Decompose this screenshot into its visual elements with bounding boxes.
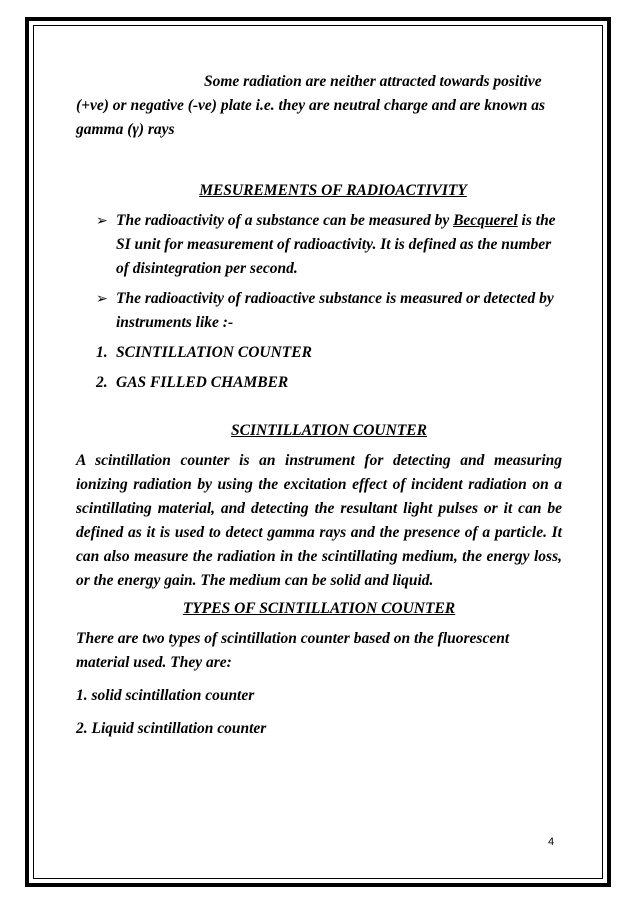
scintillation-heading: SCINTILLATION COUNTER xyxy=(231,422,427,439)
instrument-item-scintillation: 1. SCINTILLATION COUNTER xyxy=(96,344,312,361)
types-paragraph: There are two types of scintillation counter based on the fluorescent material used. They are: xyxy=(76,630,510,671)
instrument-list xyxy=(76,341,562,395)
intro-paragraph xyxy=(76,70,562,142)
arrow-bullet-icon: ➢ xyxy=(96,213,108,229)
page-content xyxy=(76,70,562,750)
scintillation-paragraph: A scintillation counter is an instrument for detecting and measuring ionizing radiation by using the excitation effect of incident radiation on a scintillating material, and detecting the resultant light pulses or it can be defined as it is used to detect gamma rays and the presence of a particle. It can also measure the radiation in the scintillating medium, the energy loss, or the energy gain. The medium can be solid and liquid. xyxy=(76,452,562,589)
measurements-bullet-list xyxy=(76,209,562,335)
page-number: 4 xyxy=(548,836,555,848)
types-item-solid: 1. solid scintillation counter xyxy=(76,687,255,704)
types-heading: TYPES OF SCINTILLATION COUNTER xyxy=(182,600,456,617)
intro-rest: positive (+ve) or negative (-ve) plate i.e. they are neutral charge and are known as gamma (γ) rays xyxy=(76,73,546,138)
bullet-item-becquerel: ➢ The radioactivity of a substance can be measured by Becquerel is the SI unit for measurement of radioactivity. It is defined as the number of disintegration per second. xyxy=(96,209,562,281)
intro-first-line: Some radiation are neither attracted towards xyxy=(204,73,490,90)
instrument-item-gas-chamber: 2. GAS FILLED CHAMBER xyxy=(96,374,289,391)
measurements-heading: MESUREMENTS OF RADIOACTIVITY xyxy=(199,182,467,199)
arrow-bullet-icon: ➢ xyxy=(96,291,108,307)
becquerel-term: Becquerel xyxy=(453,212,518,229)
types-item-liquid: 2. Liquid scintillation counter xyxy=(76,720,267,737)
bullet-item-instruments: ➢ The radioactivity of radioactive substance is measured or detected by instruments like :- xyxy=(96,287,562,335)
